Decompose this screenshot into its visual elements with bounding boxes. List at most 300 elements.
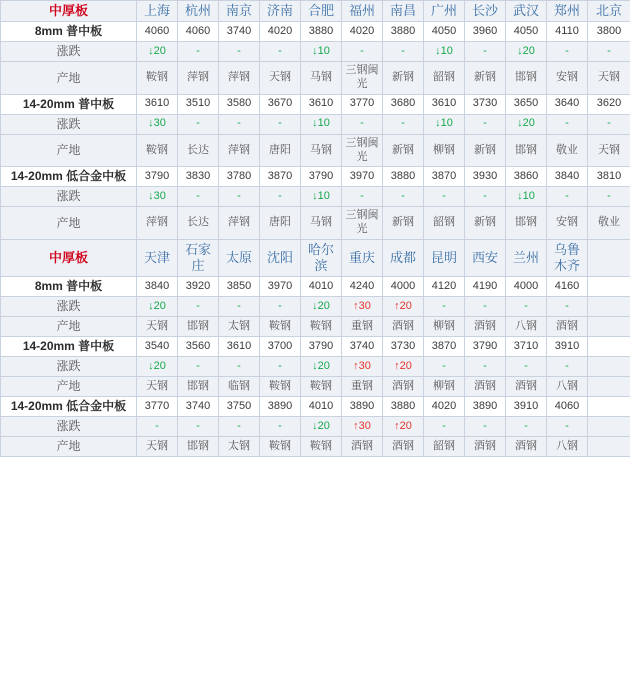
change-value: ↓10 xyxy=(517,189,535,202)
data-cell xyxy=(137,207,178,240)
origin-value: 重钢 xyxy=(351,319,373,332)
data-cell xyxy=(547,437,588,457)
data-cell xyxy=(424,357,465,377)
data-cell xyxy=(465,337,506,357)
price-value: 3810 xyxy=(596,169,622,182)
data-cell xyxy=(178,417,219,437)
price-value: 4050 xyxy=(431,24,457,37)
change-value: - xyxy=(237,419,241,432)
row-label: 产地 xyxy=(1,437,137,457)
origin-value: 酒钢 xyxy=(351,439,373,452)
change-value: - xyxy=(483,117,487,130)
data-cell xyxy=(219,167,260,187)
data-cell xyxy=(383,357,424,377)
data-cell xyxy=(465,134,506,167)
city-header-长沙: 长沙 xyxy=(465,1,506,22)
data-cell xyxy=(383,397,424,417)
city-header-成都: 成都 xyxy=(383,239,424,277)
origin-value: 长达 xyxy=(187,216,209,229)
row-label: 产地 xyxy=(1,377,137,397)
change-value: - xyxy=(278,359,282,372)
price-value: 3540 xyxy=(144,339,170,352)
data-cell xyxy=(137,134,178,167)
row-label: 8mm 普中板 xyxy=(1,277,137,297)
origin-value: 太钢 xyxy=(228,319,250,332)
data-cell xyxy=(137,187,178,207)
table-row xyxy=(1,22,630,42)
data-cell xyxy=(506,134,547,167)
origin-value: 天钢 xyxy=(598,143,620,156)
change-value: ↓20 xyxy=(312,299,330,312)
data-cell xyxy=(301,377,342,397)
price-value: 3670 xyxy=(267,97,293,110)
data-cell xyxy=(424,22,465,42)
change-value: - xyxy=(360,189,364,202)
table-title-1: 中厚板 xyxy=(1,1,137,22)
data-cell xyxy=(260,337,301,357)
data-cell xyxy=(506,297,547,317)
change-value: - xyxy=(442,419,446,432)
origin-value: 萍钢 xyxy=(228,143,250,156)
change-value: ↓20 xyxy=(148,44,166,57)
origin-value: 酒钢 xyxy=(392,439,414,452)
data-cell xyxy=(588,22,630,42)
data-cell xyxy=(383,277,424,297)
change-value: ↓10 xyxy=(312,44,330,57)
data-cell xyxy=(260,114,301,134)
data-cell xyxy=(178,62,219,95)
data-cell xyxy=(219,94,260,114)
change-value: ↓10 xyxy=(435,117,453,130)
origin-value: 天钢 xyxy=(146,379,168,392)
price-value: 4060 xyxy=(144,24,170,37)
change-value: - xyxy=(237,359,241,372)
city-header-重庆: 重庆 xyxy=(342,239,383,277)
data-cell xyxy=(588,114,630,134)
data-cell xyxy=(178,207,219,240)
price-value: 4020 xyxy=(431,399,457,412)
data-cell xyxy=(137,317,178,337)
row-label: 涨跌 xyxy=(1,417,137,437)
data-cell xyxy=(547,397,588,417)
data-cell xyxy=(547,94,588,114)
data-cell xyxy=(219,187,260,207)
price-value: 3960 xyxy=(472,24,498,37)
price-value: 3560 xyxy=(185,339,211,352)
data-cell xyxy=(547,22,588,42)
data-cell xyxy=(178,297,219,317)
change-value: - xyxy=(607,189,611,202)
price-value: 3870 xyxy=(431,339,457,352)
data-cell-empty xyxy=(588,437,630,457)
data-cell xyxy=(137,297,178,317)
data-cell xyxy=(506,42,547,62)
price-value: 3970 xyxy=(267,279,293,292)
data-cell xyxy=(178,337,219,357)
data-cell xyxy=(588,62,630,95)
origin-value: 酒钢 xyxy=(474,319,496,332)
origin-value: 新钢 xyxy=(392,143,414,156)
origin-value: 三钢闽光 xyxy=(345,64,379,90)
data-cell xyxy=(588,94,630,114)
data-cell xyxy=(219,397,260,417)
data-cell xyxy=(219,134,260,167)
data-cell xyxy=(424,377,465,397)
price-value: 3700 xyxy=(267,339,293,352)
city-header-上海: 上海 xyxy=(137,1,178,22)
change-value: - xyxy=(442,189,446,202)
data-cell xyxy=(424,417,465,437)
price-value: 4120 xyxy=(431,279,457,292)
change-value: ↓20 xyxy=(312,359,330,372)
price-value: 3580 xyxy=(226,97,252,110)
origin-value: 萍钢 xyxy=(228,216,250,229)
origin-value: 酒钢 xyxy=(392,379,414,392)
data-cell xyxy=(178,277,219,297)
data-cell xyxy=(301,22,342,42)
origin-value: 马钢 xyxy=(310,71,332,84)
data-cell xyxy=(465,357,506,377)
data-cell xyxy=(260,42,301,62)
change-value: - xyxy=(360,44,364,57)
origin-value: 韶钢 xyxy=(433,71,455,84)
change-value: - xyxy=(442,359,446,372)
origin-value: 酒钢 xyxy=(515,439,537,452)
price-value: 3880 xyxy=(390,169,416,182)
origin-value: 鞍钢 xyxy=(146,71,168,84)
origin-value: 八钢 xyxy=(515,319,537,332)
city-header-昆明: 昆明 xyxy=(424,239,465,277)
data-cell xyxy=(383,187,424,207)
data-cell xyxy=(219,207,260,240)
row-label: 产地 xyxy=(1,134,137,167)
price-value: 3730 xyxy=(472,97,498,110)
origin-value: 萍钢 xyxy=(146,216,168,229)
data-cell xyxy=(260,297,301,317)
table-title-2: 中厚板 xyxy=(1,239,137,277)
data-cell xyxy=(137,167,178,187)
price-value: 3890 xyxy=(472,399,498,412)
price-value: 3970 xyxy=(349,169,375,182)
change-value: - xyxy=(237,299,241,312)
origin-value: 韶钢 xyxy=(433,216,455,229)
data-cell-empty xyxy=(588,397,630,417)
data-cell xyxy=(547,187,588,207)
data-cell xyxy=(588,134,630,167)
table-row xyxy=(1,317,630,337)
data-cell xyxy=(260,417,301,437)
data-cell xyxy=(301,437,342,457)
change-value: - xyxy=(524,299,528,312)
price-value: 4020 xyxy=(349,24,375,37)
data-cell xyxy=(465,207,506,240)
data-cell-empty xyxy=(588,357,630,377)
data-cell xyxy=(260,94,301,114)
data-cell xyxy=(506,207,547,240)
data-cell xyxy=(260,22,301,42)
data-cell xyxy=(506,277,547,297)
data-cell xyxy=(260,187,301,207)
data-cell xyxy=(383,94,424,114)
origin-value: 天钢 xyxy=(146,439,168,452)
change-value: ↓20 xyxy=(517,44,535,57)
data-cell xyxy=(342,62,383,95)
origin-value: 三钢闽光 xyxy=(345,136,379,163)
origin-value: 邯钢 xyxy=(187,439,209,452)
data-cell-empty xyxy=(588,417,630,437)
change-value: - xyxy=(565,359,569,372)
data-cell xyxy=(178,397,219,417)
data-cell xyxy=(547,317,588,337)
origin-value: 三钢闽光 xyxy=(345,209,379,235)
row-label: 产地 xyxy=(1,62,137,95)
data-cell xyxy=(137,114,178,134)
data-cell xyxy=(465,297,506,317)
origin-value: 唐阳 xyxy=(269,216,291,229)
data-cell-empty xyxy=(588,337,630,357)
change-value: - xyxy=(524,359,528,372)
data-cell xyxy=(383,317,424,337)
data-cell xyxy=(342,397,383,417)
data-cell xyxy=(301,207,342,240)
change-value: - xyxy=(401,44,405,57)
city-header-济南: 济南 xyxy=(260,1,301,22)
price-value: 4110 xyxy=(555,24,579,37)
city-header-石家庄: 石家庄 xyxy=(178,239,219,277)
data-cell xyxy=(137,337,178,357)
data-cell xyxy=(506,62,547,95)
data-cell xyxy=(260,277,301,297)
table-row xyxy=(1,337,630,357)
table-row xyxy=(1,397,630,417)
data-cell xyxy=(342,277,383,297)
data-cell xyxy=(178,437,219,457)
origin-value: 长达 xyxy=(187,143,209,156)
data-cell xyxy=(301,417,342,437)
data-cell xyxy=(588,42,630,62)
data-cell xyxy=(547,297,588,317)
data-cell xyxy=(219,417,260,437)
table-row xyxy=(1,114,630,134)
data-cell xyxy=(506,187,547,207)
data-cell xyxy=(547,277,588,297)
data-cell xyxy=(424,207,465,240)
price-value: 4010 xyxy=(308,399,334,412)
origin-value: 新钢 xyxy=(474,216,496,229)
table-row xyxy=(1,277,630,297)
price-value: 4000 xyxy=(513,279,539,292)
data-cell xyxy=(137,417,178,437)
change-value: - xyxy=(483,44,487,57)
data-cell xyxy=(506,94,547,114)
change-value: ↓20 xyxy=(517,117,535,130)
change-value: - xyxy=(196,299,200,312)
data-cell xyxy=(547,134,588,167)
data-cell-empty xyxy=(588,317,630,337)
origin-value: 太钢 xyxy=(228,439,250,452)
change-value: - xyxy=(196,117,200,130)
table-row xyxy=(1,94,630,114)
city-header-合肥: 合肥 xyxy=(301,1,342,22)
origin-value: 马钢 xyxy=(310,143,332,156)
price-value: 3830 xyxy=(185,169,211,182)
change-value: - xyxy=(196,419,200,432)
data-cell xyxy=(383,207,424,240)
table-row xyxy=(1,187,630,207)
data-cell xyxy=(424,94,465,114)
origin-value: 唐阳 xyxy=(269,143,291,156)
origin-value: 重钢 xyxy=(351,379,373,392)
price-value: 3930 xyxy=(472,169,498,182)
data-cell xyxy=(178,134,219,167)
data-cell xyxy=(178,167,219,187)
origin-value: 天钢 xyxy=(146,319,168,332)
price-value: 4190 xyxy=(472,279,498,292)
data-cell xyxy=(342,317,383,337)
origin-value: 柳钢 xyxy=(433,379,455,392)
table-row xyxy=(1,207,630,240)
data-cell xyxy=(260,207,301,240)
data-cell xyxy=(465,22,506,42)
origin-value: 酒钢 xyxy=(515,379,537,392)
price-value: 3880 xyxy=(390,399,416,412)
change-value: - xyxy=(401,189,405,202)
data-cell xyxy=(137,397,178,417)
data-cell xyxy=(137,22,178,42)
change-value: ↓20 xyxy=(148,299,166,312)
data-cell xyxy=(506,357,547,377)
data-cell xyxy=(465,167,506,187)
data-cell xyxy=(424,277,465,297)
origin-value: 酒钢 xyxy=(556,319,578,332)
city-header-太原: 太原 xyxy=(219,239,260,277)
data-cell xyxy=(465,377,506,397)
data-cell xyxy=(219,437,260,457)
data-cell xyxy=(506,417,547,437)
data-cell-empty xyxy=(588,297,630,317)
price-value: 4020 xyxy=(267,24,293,37)
origin-value: 天钢 xyxy=(598,71,620,84)
data-cell xyxy=(260,357,301,377)
data-cell xyxy=(424,62,465,95)
origin-value: 柳钢 xyxy=(433,319,455,332)
origin-value: 新钢 xyxy=(392,216,414,229)
price-value: 3640 xyxy=(554,97,580,110)
data-cell xyxy=(588,167,630,187)
change-value: - xyxy=(483,299,487,312)
city-header-福州: 福州 xyxy=(342,1,383,22)
change-value: - xyxy=(360,117,364,130)
price-value: 3850 xyxy=(226,279,252,292)
origin-value: 柳钢 xyxy=(433,143,455,156)
data-cell xyxy=(547,377,588,397)
price-value: 3780 xyxy=(226,169,252,182)
data-cell xyxy=(506,167,547,187)
city-header-西安: 西安 xyxy=(465,239,506,277)
data-cell xyxy=(301,42,342,62)
city-header-武汉: 武汉 xyxy=(506,1,547,22)
data-cell xyxy=(342,437,383,457)
price-value: 3920 xyxy=(185,279,211,292)
change-value: ↑20 xyxy=(394,299,412,312)
price-value: 3790 xyxy=(308,339,334,352)
data-cell xyxy=(219,337,260,357)
data-cell xyxy=(383,62,424,95)
change-value: - xyxy=(278,189,282,202)
change-value: - xyxy=(155,419,159,432)
change-value: - xyxy=(565,299,569,312)
data-cell xyxy=(137,277,178,297)
change-value: ↑20 xyxy=(394,359,412,372)
change-value: - xyxy=(278,419,282,432)
table-row xyxy=(1,134,630,167)
origin-value: 马钢 xyxy=(310,216,332,229)
data-cell xyxy=(219,357,260,377)
data-cell xyxy=(424,187,465,207)
origin-value: 酒钢 xyxy=(392,319,414,332)
price-value: 3740 xyxy=(226,24,252,37)
origin-value: 新钢 xyxy=(474,71,496,84)
origin-value: 天钢 xyxy=(269,71,291,84)
data-cell xyxy=(588,187,630,207)
data-cell xyxy=(301,397,342,417)
change-value: ↑30 xyxy=(353,419,371,432)
data-cell xyxy=(301,94,342,114)
change-value: - xyxy=(483,419,487,432)
origin-value: 鞍钢 xyxy=(269,319,291,332)
city-header-哈尔滨: 哈尔滨 xyxy=(301,239,342,277)
data-cell xyxy=(424,114,465,134)
origin-value: 酒钢 xyxy=(474,439,496,452)
city-header-南京: 南京 xyxy=(219,1,260,22)
price-value: 3910 xyxy=(513,399,539,412)
change-value: - xyxy=(237,44,241,57)
data-cell xyxy=(301,357,342,377)
data-cell xyxy=(260,62,301,95)
data-cell xyxy=(301,187,342,207)
city-header-empty xyxy=(588,239,630,277)
data-cell xyxy=(465,187,506,207)
data-cell xyxy=(588,207,630,240)
data-cell xyxy=(506,22,547,42)
data-cell xyxy=(137,42,178,62)
table-row xyxy=(1,377,630,397)
change-value: - xyxy=(607,117,611,130)
price-value: 4060 xyxy=(554,399,580,412)
change-value: ↓10 xyxy=(312,189,330,202)
price-value: 4160 xyxy=(554,279,580,292)
row-label: 14-20mm 低合金中板 xyxy=(1,167,137,187)
origin-value: 邯钢 xyxy=(187,379,209,392)
data-cell xyxy=(301,337,342,357)
data-cell xyxy=(342,337,383,357)
data-cell xyxy=(547,207,588,240)
data-cell xyxy=(301,62,342,95)
change-value: - xyxy=(278,299,282,312)
data-cell xyxy=(260,377,301,397)
data-cell xyxy=(547,417,588,437)
table-row xyxy=(1,42,630,62)
data-cell xyxy=(178,94,219,114)
row-label: 14-20mm 普中板 xyxy=(1,94,137,114)
data-cell xyxy=(424,397,465,417)
data-cell xyxy=(383,297,424,317)
change-value: ↓10 xyxy=(312,117,330,130)
price-value: 3610 xyxy=(308,97,334,110)
origin-value: 鞍钢 xyxy=(310,379,332,392)
price-value: 3650 xyxy=(513,97,539,110)
data-cell xyxy=(506,437,547,457)
